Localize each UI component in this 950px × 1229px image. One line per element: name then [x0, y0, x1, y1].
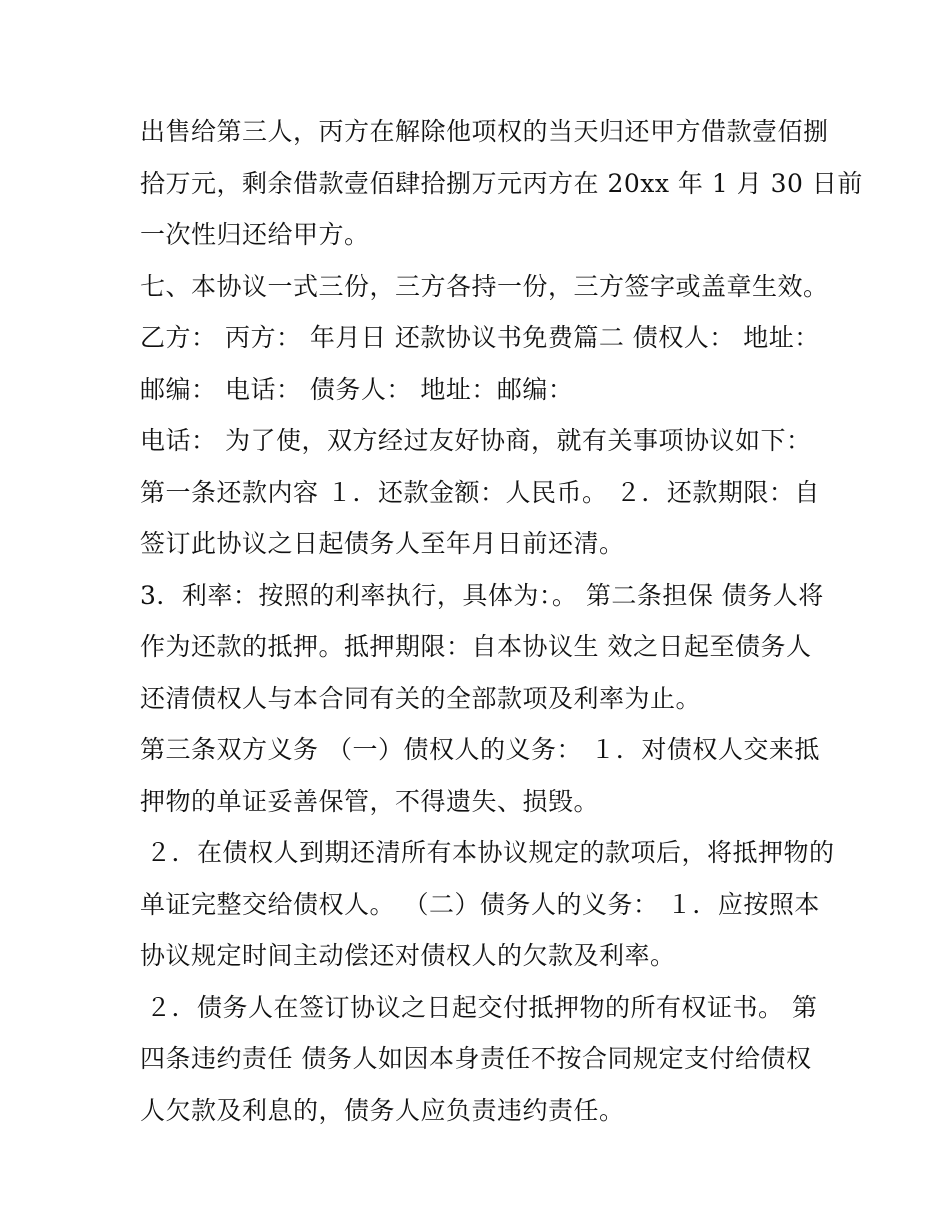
text-line: 电话： 为了使，双方经过友好协商，就有关事项协议如下：: [140, 426, 812, 455]
text-line: 乙方： 丙方： 年月日 还款协议书免费篇二 债权人： 地址：: [140, 323, 820, 352]
text-line: 邮编： 电话： 债务人： 地址：邮编：: [140, 374, 574, 404]
text-line: 出售给第三人，丙方在解除他项权的当天归还甲方借款壹佰捌: [140, 117, 829, 146]
text-line: ２．在债权人到期还清所有本协议规定的款项后，将抵押物的: [146, 838, 835, 867]
text-line: 第一条还款内容 １．还款金额：人民币。 ２．还款期限：自: [140, 477, 820, 507]
text-line: 签订此协议之日起债务人至年月日前还清。: [140, 529, 625, 558]
text-line: 七、本协议一式三份，三方各持一份，三方签字或盖章生效。: [140, 271, 829, 301]
text-line: 第三条双方义务 （一）债权人的义务： １．对债权人交来抵: [140, 735, 820, 764]
text-line: 拾万元，剩余借款壹佰肆拾捌万元丙方在 20xx 年 1 月 30 日前: [140, 168, 863, 198]
text-line: ２．债务人在签订协议之日起交付抵押物的所有权证书。 第: [146, 992, 818, 1022]
document-body: [140, 106, 863, 1136]
text-line: 3．利率：按照的利率执行，具体为：。 第二条担保 债务人将: [140, 580, 824, 610]
text-line: 人欠款及利息的，债务人应负责违约责任。: [140, 1095, 625, 1125]
text-line: 还清债权人与本合同有关的全部款项及利率为止。: [140, 683, 702, 713]
text-line: 单证完整交给债权人。 （二）债务人的义务： １．应按照本: [140, 889, 820, 919]
text-line: 四条违约责任 债务人如因本身责任不按合同规定支付给债权: [140, 1044, 812, 1073]
text-line: 一次性归还给甲方。: [140, 220, 370, 249]
text-line: 协议规定时间主动偿还对债权人的欠款及利率。: [140, 941, 676, 970]
text-line: 作为还款的抵押。抵押期限：自本协议生 效之日起至债务人: [140, 632, 812, 661]
text-line: 押物的单证妥善保管，不得遗失、损毁。: [140, 786, 600, 816]
